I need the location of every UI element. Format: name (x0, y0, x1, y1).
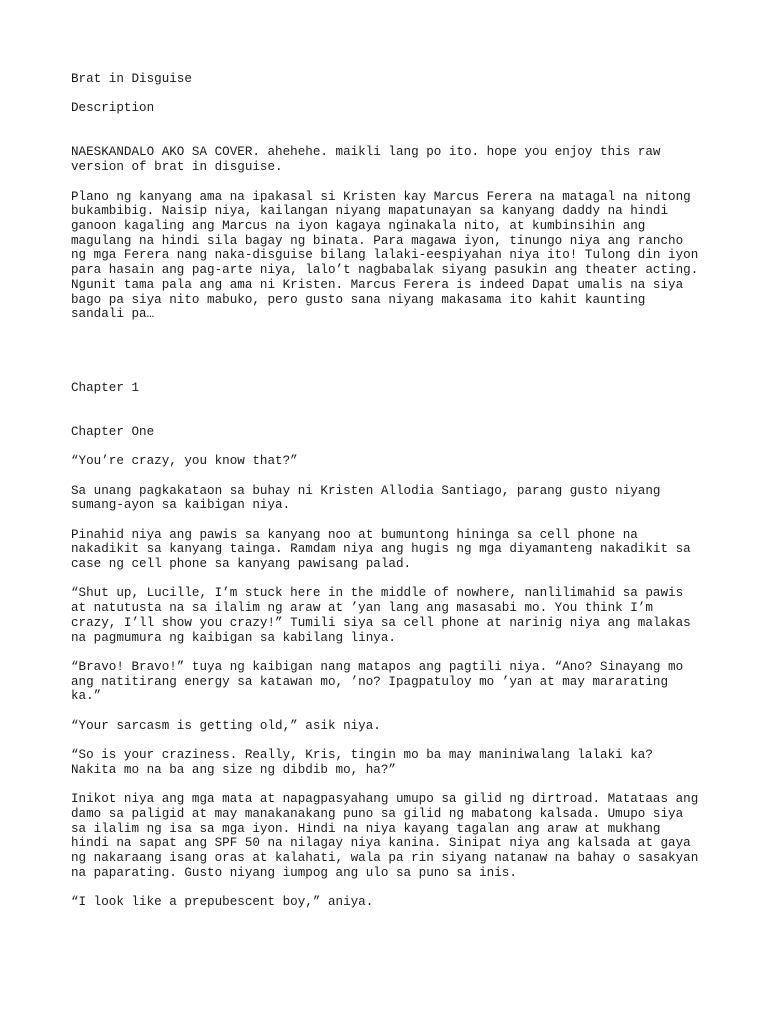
story-paragraph: “Shut up, Lucille, I’m stuck here in the middle of nowhere, nanlilimahid sa pawis at natutusta na sa ilalim ng araw at ’yan lang ang masasabi mo. You think I’m crazy, I’ll show you crazy!” Tumili siya sa cell phone at narinig niya ang malakas na pagmumura ng kaibigan sa kabilang linya. (71, 586, 691, 645)
description-label: Description (71, 101, 155, 116)
chapter-heading: Chapter 1 (71, 380, 140, 395)
story-paragraph: “You’re crazy, you know that?” (71, 454, 298, 469)
intro-paragraph: NAESKANDALO AKO SA COVER. ahehehe. maikli lang po ito. hope you enjoy this raw version of brat in disguise. (71, 145, 661, 175)
document-title: Brat in Disguise (71, 72, 192, 86)
synopsis-paragraph: Plano ng kanyang ama na ipakasal si Kristen kay Marcus Ferera na matagal na nitong bukambibig. Naisip niya, kailangan niyang mapatunayan sa kanyang daddy na hindi ganoon kagaling ang Marcus na iyon kagaya nginakala nito, at kumbinsihin ang magulang na hindi sila bagay ng binata. Para magawa iyon, tinungo niya ang rancho ng mga Ferera nang naka-disguise bilang lalaki-eespiyahan niya ito! Tulong din iyon para hasain ang pag-arte niya, lalo’t nagbabalak siyang pasukin ang theater acting. Ngunit tama pala ang ama ni Kristen. Marcus Ferera is indeed Dapat umalis na siya bago pa siya nito mabuko, pero gusto sana niyang makasama ito kahit kaunting sandali pa… (71, 189, 699, 322)
story-paragraph: “Bravo! Bravo!” tuya ng kaibigan nang matapos ang pagtili niya. “Ano? Sinayang mo ang natitirang energy sa katawan mo, ’no? Ipagpatuloy mo ’yan at may mararating ka.” (71, 659, 684, 704)
story-paragraph: “Your sarcasm is getting old,” asik niya. (71, 718, 381, 733)
chapter-title: Chapter One (71, 424, 155, 439)
document-page (71, 72, 711, 910)
story-paragraph: Sa unang pagkakataon sa buhay ni Kristen Allodia Santiago, parang gusto niyang sumang-ayon sa kaibigan niya. (71, 483, 661, 513)
story-paragraph: Pinahid niya ang pawis sa kanyang noo at bumuntong hininga sa cell phone na nakadikit sa kanyang tainga. Ramdam niya ang hugis ng mga diyamanteng nakadikit sa case ng cell phone sa kanyang pawisang palad. (71, 527, 691, 572)
story-paragraph: “So is your craziness. Really, Kris, tingin mo ba may maniniwalang lalaki ka? Nakita mo na ba ang size ng dibdib mo, ha?” (71, 748, 653, 777)
story-paragraph: “I look like a prepubescent boy,” aniya. (71, 895, 374, 910)
story-paragraph: Inikot niya ang mga mata at napagpasyahang umupo sa gilid ng dirtroad. Matataas ang damo sa paligid at may manakanakang puno sa gilid ng mabatong kalsada. Umupo siya sa ilalim ng isa sa mga iyon. Hindi na niya kayang tagalan ang araw at mukhang hindi na sapat ang SPF 50 na nilagay niya kanina. Sinipat niya ang kalsada at gaya ng nakaraang isang oras at kalahati, wala pa rin siyang natanaw na bahay o sasakyan na paparating. Gusto niyang iumpog ang ulo sa puno sa inis. (71, 792, 699, 880)
